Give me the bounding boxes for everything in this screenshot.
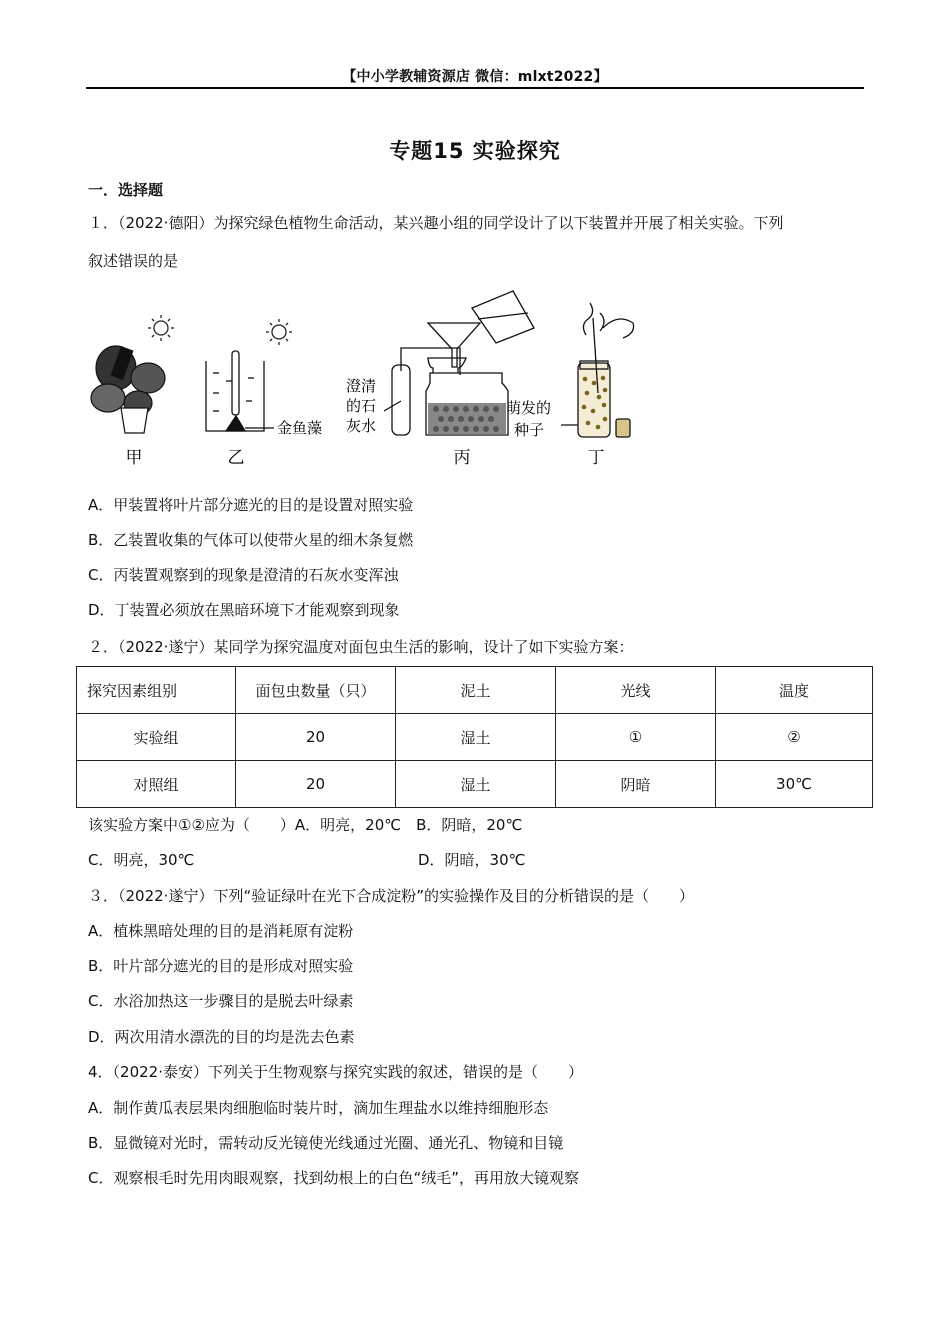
table-cell: 湿土	[396, 714, 556, 761]
q4-stem: 4．（2022·泰安）下列关于生物观察与探究实践的叙述，错误的是（ ）	[88, 1063, 583, 1081]
label-goldfish-weed: 金鱼藻	[277, 419, 323, 437]
table-header: 泥土	[396, 667, 556, 714]
q4-option-c: C．观察根毛时先用肉眼观察，找到幼根上的白色“绒毛”，再用放大镜观察	[88, 1169, 580, 1187]
q3-option-a: A．植株黑暗处理的目的是消耗原有淀粉	[88, 922, 354, 940]
table-header: 探究因素组别	[77, 667, 236, 714]
q2-stem: ２．（2022·遂宁）某同学为探究温度对面包虫生活的影响，设计了如下实验方案：	[88, 638, 634, 656]
experiment-figure	[88, 283, 648, 473]
label-limewater-1: 澄清	[346, 377, 377, 395]
table-header: 温度	[716, 667, 873, 714]
potted-plant	[91, 346, 165, 433]
q2-answer-line: 该实验方案中①②应为（ ）A．明亮，20℃ B．阴暗，20℃	[88, 816, 523, 834]
q1-option-a: A．甲装置将叶片部分遮光的目的是设置对照实验	[88, 496, 414, 514]
table-header: 光线	[556, 667, 716, 714]
table-cell: 20	[236, 761, 396, 808]
table-cell: 阴暗	[556, 761, 716, 808]
q3-option-b: B．叶片部分遮光的目的是形成对照实验	[88, 957, 354, 975]
q2-option-d: D．阴暗，30℃	[418, 851, 526, 869]
label-ding: 丁	[587, 448, 605, 468]
label-jia: 甲	[125, 448, 143, 468]
q3-option-c: C．水浴加热这一步骤目的是脱去叶绿素	[88, 992, 354, 1010]
label-seeds-2: 种子	[514, 421, 545, 439]
jar-apparatus	[561, 303, 634, 437]
table-cell: 实验组	[77, 714, 236, 761]
q3-option-d: D．两次用清水漂洗的目的均是洗去色素	[88, 1028, 355, 1046]
table-cell: 20	[236, 714, 396, 761]
table-header: 面包虫数量（只）	[236, 667, 396, 714]
seed-layer	[428, 403, 506, 434]
section-heading: 一．选择题	[88, 181, 164, 199]
q1-stem-line2: 叙述错误的是	[88, 252, 179, 270]
q1-option-d: D．丁装置必须放在黑暗环境下才能观察到现象	[88, 601, 400, 619]
label-seeds-1: 萌发的	[506, 399, 552, 417]
label-yi: 乙	[227, 448, 245, 468]
q1-stem-line1: １．（2022·德阳）为探究绿色植物生命活动，某兴趣小组的同学设计了以下装置并开展了相关实验。下列	[88, 214, 784, 232]
experiment-table	[76, 666, 873, 808]
label-limewater-3: 灰水	[346, 417, 377, 435]
table-row	[77, 761, 873, 808]
label-limewater-2: 的石	[346, 397, 377, 415]
beaker-apparatus	[206, 351, 274, 431]
q1-option-b: B．乙装置收集的气体可以使带火星的细木条复燃	[88, 531, 414, 549]
table-cell: 湿土	[396, 761, 556, 808]
label-bing: 丙	[453, 448, 471, 468]
page-header: 【中小学教辅资源店 微信：mlxt2022】	[342, 69, 608, 85]
table-header-row	[77, 667, 873, 714]
q1-option-c: C．丙装置观察到的现象是澄清的石灰水变浑浊	[88, 566, 399, 584]
table-cell: 对照组	[77, 761, 236, 808]
table-cell: 30℃	[716, 761, 873, 808]
sun-icon	[266, 319, 292, 345]
table-cell: ②	[716, 714, 873, 761]
q4-option-a: A．制作黄瓜表层果肉细胞临时装片时，滴加生理盐水以维持细胞形态	[88, 1099, 549, 1117]
q4-option-b: B．显微镜对光时，需转动反光镜使光线通过光圈、通光孔、物镜和目镜	[88, 1134, 564, 1152]
header-rule	[86, 87, 864, 89]
sun-icon	[148, 315, 174, 341]
table-cell: ①	[556, 714, 716, 761]
page-title: 专题15 实验探究	[389, 139, 561, 163]
table-row	[77, 714, 873, 761]
q3-stem: ３．（2022·遂宁）下列“验证绿叶在光下合成淀粉”的实验操作及目的分析错误的是（ ）	[88, 887, 694, 905]
q2-option-c: C．明亮，30℃	[88, 851, 195, 869]
